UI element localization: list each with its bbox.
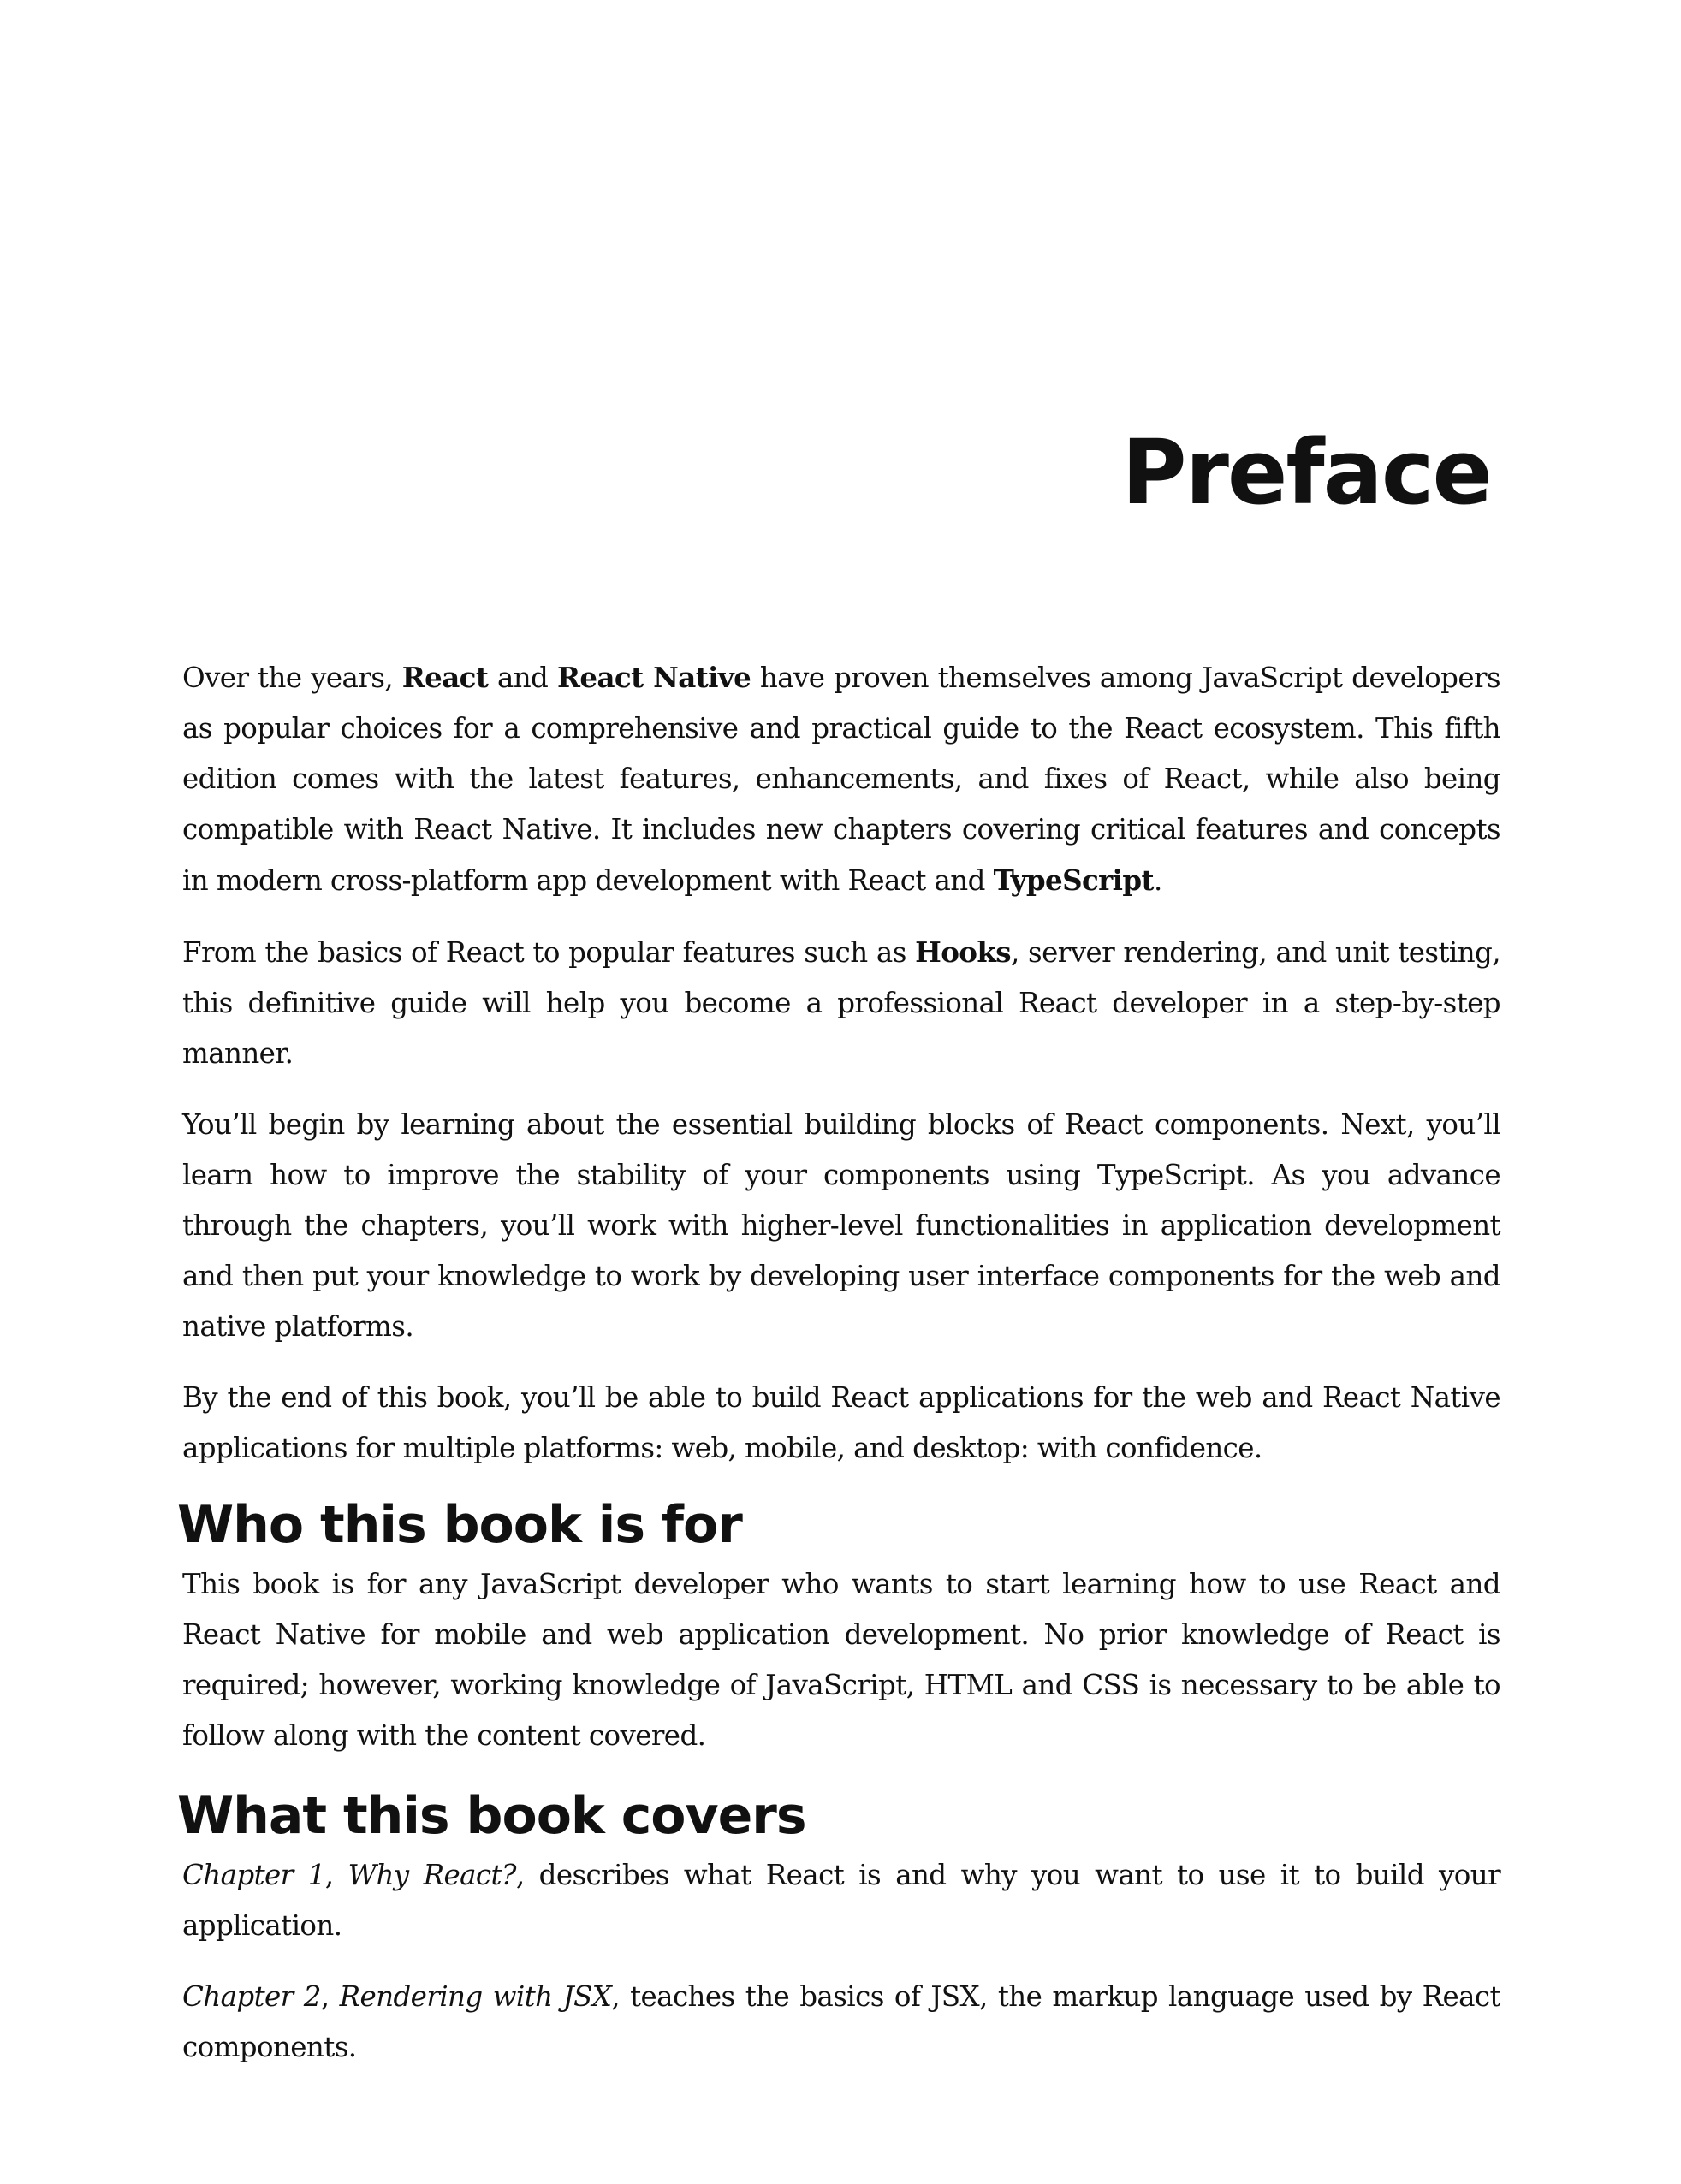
text-run: , server rendering, and unit testing, this definitive guide will help you become a professional React developer in a step-by-step manner. bbox=[182, 936, 1500, 1070]
intro-paragraph-3: You’ll begin by learning about the essential building blocks of React components. Next, you’ll learn how to improve the stability of your components using TypeScript. As you advance through the chapters, you’ll work with higher-level functionalities in application development and then put your knowledge to work by developing user interface components for the web and native platforms. bbox=[182, 1108, 1500, 1343]
chapter-1-title: Why React? bbox=[347, 1859, 516, 1891]
intro-paragraph-2 bbox=[182, 927, 1500, 1079]
chapter-1-description: , describes what React is and why you want to use it to build your application. bbox=[182, 1859, 1501, 1942]
text-run: , bbox=[320, 1980, 340, 2013]
intro-paragraph-4: By the end of this book, you’ll be able to build React applications for the web and React Native applications for multiple platforms: web, mobile, and desktop: with confidence. bbox=[182, 1381, 1500, 1464]
bold-term-react: React bbox=[401, 661, 489, 694]
page-title: Preface bbox=[1121, 420, 1491, 525]
chapter-2-title: Rendering with JSX bbox=[339, 1980, 612, 2013]
who-paragraph: This book is for any JavaScript developer who wants to start learning how to use React and React Native for mobile and web application development. No prior knowledge of React is required; however, working knowledge of JavaScript, HTML and CSS is necessary to be able to follow along with the content covered. bbox=[182, 1568, 1500, 1752]
page-body bbox=[177, 652, 1501, 2093]
bold-term-typescript: TypeScript bbox=[993, 864, 1154, 897]
text-run: and bbox=[488, 662, 557, 694]
text-run: From the basics of React to popular features such as bbox=[182, 936, 916, 969]
chapter-2-description: , teaches the basics of JSX, the markup language used by React components. bbox=[182, 1980, 1500, 2063]
text-run: have proven themselves among JavaScript developers as popular choices for a comprehensive and practical guide to the React ecosystem. This fifth edition comes with the latest features, enhancements, and fixes of React, while also being compatible with React Native. It includes new chapters covering critical features and concepts in modern cross-platform app development with React and bbox=[182, 662, 1500, 897]
bold-term-react-native: React Native bbox=[556, 661, 751, 694]
text-run: . bbox=[1153, 864, 1162, 897]
text-run: Over the years, bbox=[182, 662, 402, 694]
chapter-2-label: Chapter 2 bbox=[182, 1980, 321, 2013]
section-heading-covers: What this book covers bbox=[177, 1786, 806, 1846]
bold-term-hooks: Hooks bbox=[915, 935, 1011, 969]
chapter-1-entry bbox=[182, 1850, 1500, 1951]
chapter-2-entry bbox=[182, 1972, 1500, 2073]
chapter-1-label: Chapter 1 bbox=[182, 1859, 325, 1891]
text-run: , bbox=[324, 1859, 348, 1891]
intro-paragraph-1 bbox=[182, 652, 1500, 906]
section-heading-who: Who this book is for bbox=[177, 1495, 742, 1555]
